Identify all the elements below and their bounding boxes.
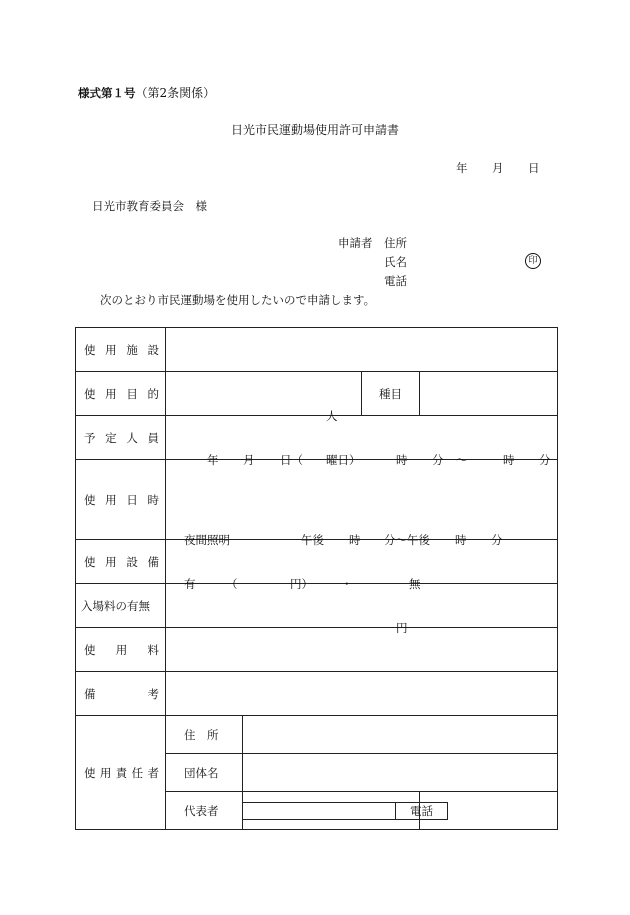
night-light-label: 夜間照明 (184, 533, 230, 547)
entrance-fee-label-cell (76, 584, 166, 628)
equipment-pm1: 午後 (301, 533, 324, 547)
row-datetime (76, 460, 558, 540)
equipment-minute-tilde-pm: 分～午後 (384, 533, 430, 547)
facility-label-c1: 用 (105, 342, 117, 357)
planned-people-label-c2: 人 (126, 430, 138, 445)
usage-fee-input-cell[interactable] (166, 621, 558, 672)
responsible-representative-input[interactable] (243, 792, 433, 830)
datetime-month: 月 (243, 453, 255, 467)
purpose-label-c3: 的 (147, 386, 159, 401)
datetime-label-cell (76, 460, 166, 540)
responsible-label-c4: 者 (147, 765, 159, 780)
row-responsible-address (76, 716, 558, 754)
planned-people-label-c3: 員 (147, 430, 159, 445)
row-purpose (76, 372, 558, 416)
datetime-minute2: 分 (539, 453, 551, 467)
equipment-label-cell (76, 540, 166, 584)
intro-text: 次のとおり市民運動場を使用したいので申請します。 (100, 293, 376, 307)
equipment-hour2: 時 (455, 533, 467, 547)
row-equipment (76, 540, 558, 584)
applicant-label: 申請者 (338, 236, 373, 250)
applicant-phone-label: 電話 (384, 274, 407, 288)
equipment-input-cell[interactable] (166, 533, 558, 584)
planned-people-input-cell[interactable] (166, 409, 558, 460)
remarks-label-cell (76, 672, 166, 716)
datetime-minute1: 分 (432, 453, 444, 467)
representative-name-input[interactable] (243, 802, 396, 819)
purpose-label-c2: 目 (126, 386, 138, 401)
equipment-label-c0: 使 (84, 554, 96, 569)
datetime-label-c1: 用 (105, 492, 117, 507)
responsible-label-c3: 任 (131, 765, 144, 780)
form-number (78, 84, 215, 101)
datetime-day: 日（ (280, 453, 303, 467)
usage-fee-label-cell (76, 628, 166, 672)
datetime-label-c0: 使 (84, 492, 96, 507)
page-title: 日光市民運動場使用許可申請書 (230, 123, 399, 137)
row-entrance-fee (76, 584, 558, 628)
entrance-fee-yes[interactable]: 有 (184, 577, 196, 591)
equipment-label-c1: 用 (105, 554, 117, 569)
remarks-input-cell[interactable] (166, 672, 558, 716)
row-usage-fee (76, 628, 558, 672)
entrance-fee-yen: 円） (290, 577, 313, 591)
date-day-label: 日 (528, 161, 540, 175)
equipment-label-c2: 設 (126, 554, 138, 569)
entrance-fee-dot: ・ (341, 577, 353, 591)
purpose-label-c0: 使 (84, 386, 96, 401)
row-facility (76, 328, 558, 372)
datetime-label-c3: 時 (147, 492, 159, 507)
row-remarks (76, 672, 558, 716)
equipment-label-c3: 備 (147, 554, 159, 569)
datetime-year: 年 (207, 453, 219, 467)
datetime-tilde: ～ (456, 453, 468, 467)
date-month-label: 月 (492, 161, 504, 175)
row-planned-people (76, 416, 558, 460)
representative-split (243, 802, 448, 820)
form-number-main: 様式第１号 (78, 86, 136, 100)
usage-fee-label-c2: 料 (147, 642, 159, 657)
facility-input-cell[interactable] (166, 328, 558, 372)
responsible-label-c0: 使 (84, 765, 96, 780)
facility-label-cell (76, 328, 166, 372)
responsible-group-input[interactable] (243, 754, 558, 792)
representative-phone-label: 電話 (396, 802, 448, 819)
responsible-group-label: 団体名 (166, 754, 243, 792)
event-type-label: 種目 (362, 372, 420, 416)
planned-people-label-c0: 予 (84, 430, 96, 445)
responsible-label-c1: 用 (99, 765, 112, 780)
responsible-address-label: 住 所 (166, 716, 243, 754)
planned-people-label-cell (76, 416, 166, 460)
entrance-fee-open-paren: （ (226, 577, 238, 591)
applicant-address-label: 住所 (384, 236, 407, 250)
responsible-representative-label: 代表者 (166, 792, 243, 830)
usage-fee-unit: 円 (396, 621, 408, 635)
form-number-relation: （第2条関係） (135, 86, 216, 100)
facility-label-c3: 設 (147, 342, 159, 357)
people-unit: 人 (326, 409, 338, 423)
remarks-label-c1: 考 (147, 686, 159, 701)
datetime-input-cell[interactable] (166, 453, 558, 540)
equipment-minute2: 分 (491, 533, 503, 547)
responsible-label-cell (76, 716, 166, 830)
representative-phone-input[interactable] (420, 792, 558, 830)
facility-label-c0: 使 (84, 342, 96, 357)
equipment-hour1: 時 (349, 533, 361, 547)
responsible-address-input[interactable] (243, 716, 558, 754)
facility-label-c2: 施 (126, 342, 138, 357)
usage-fee-label-c1: 用 (115, 642, 128, 657)
application-table (75, 327, 558, 830)
purpose-label-c1: 用 (105, 386, 117, 401)
purpose-label-cell (76, 372, 166, 416)
usage-fee-label-c0: 使 (84, 642, 96, 657)
datetime-weekday: 曜日） (326, 453, 361, 467)
planned-people-label-c1: 定 (105, 430, 117, 445)
entrance-fee-label: 入場料の有無 (81, 598, 150, 613)
entrance-fee-no[interactable]: 無 (409, 577, 421, 591)
datetime-label-c2: 日 (126, 492, 138, 507)
seal-mark: 印 (525, 253, 541, 269)
addressee: 日光市教育委員会 様 (92, 199, 207, 213)
applicant-name-label: 氏名 (384, 255, 407, 269)
datetime-hour2: 時 (503, 453, 515, 467)
remarks-label-c0: 備 (84, 686, 96, 701)
entrance-fee-input-cell[interactable] (166, 577, 558, 628)
event-type-input-cell[interactable] (420, 372, 558, 416)
date-year-label: 年 (456, 161, 468, 175)
datetime-hour1: 時 (396, 453, 408, 467)
responsible-label-c2: 責 (115, 765, 128, 780)
